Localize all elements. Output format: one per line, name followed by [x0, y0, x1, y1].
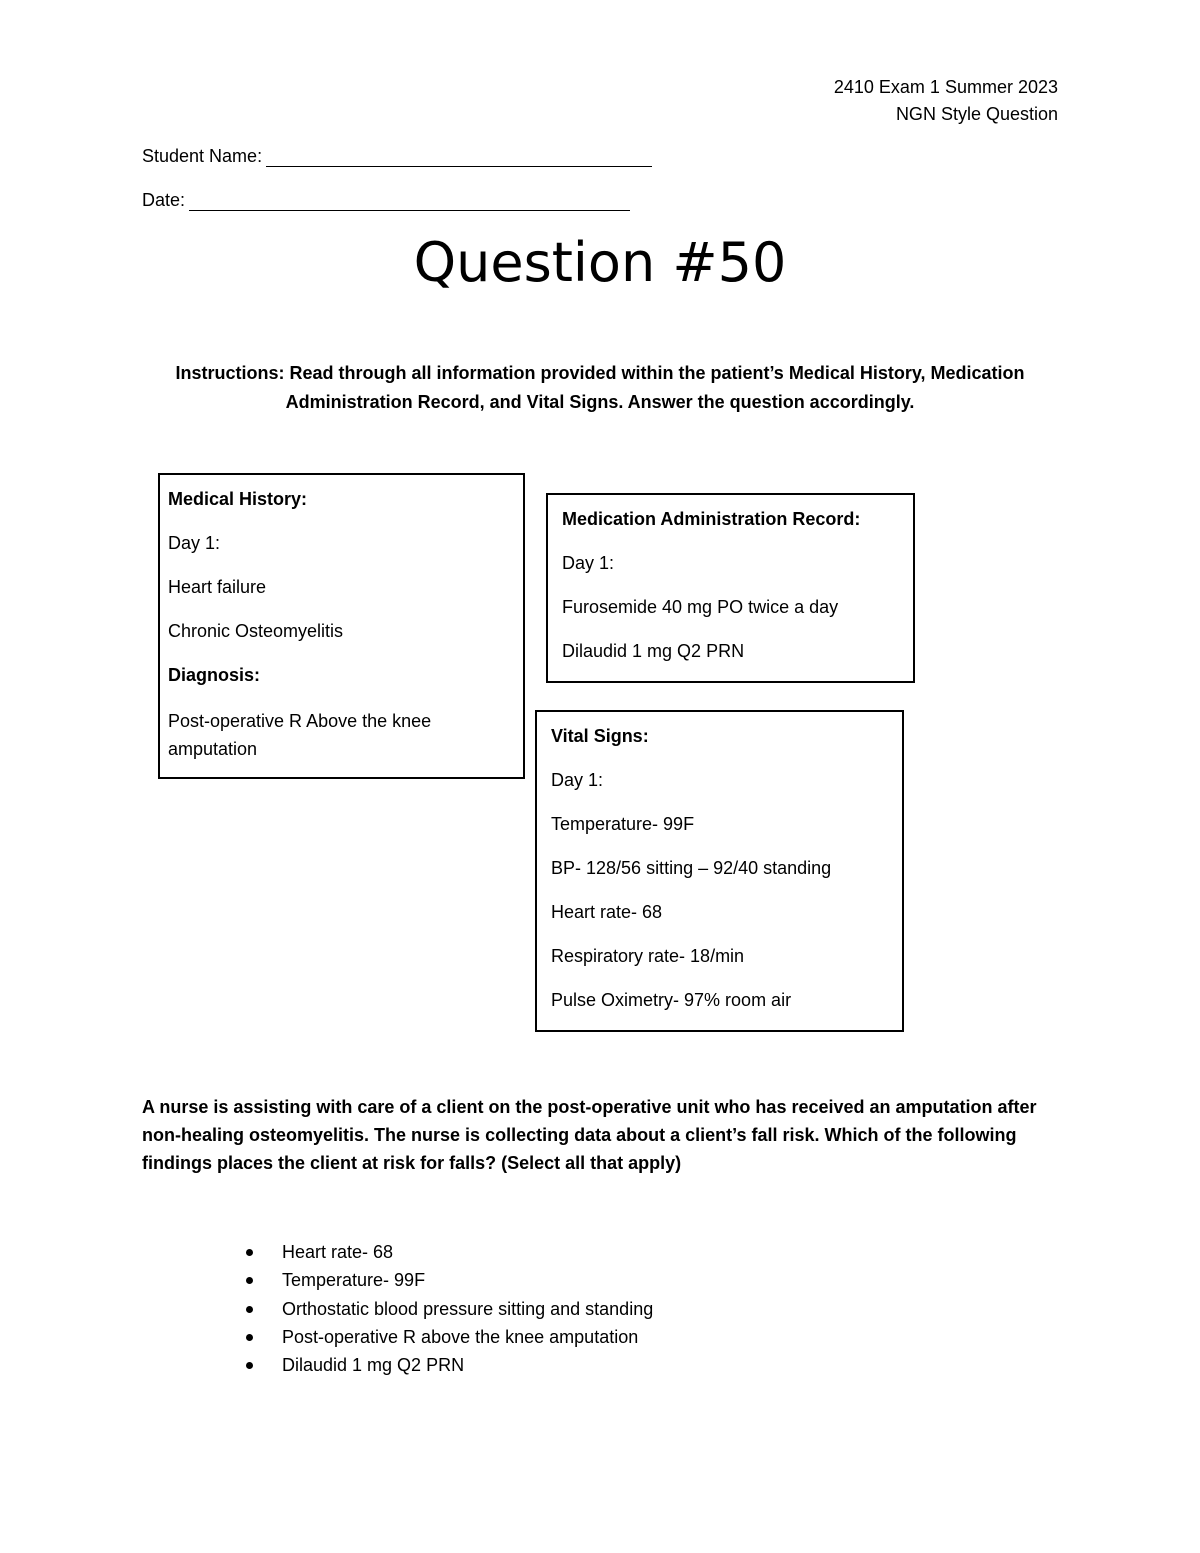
mar-heading: Medication Administration Record: [562, 509, 861, 529]
vitals-heading: Vital Signs: [551, 726, 649, 746]
bullet-icon [246, 1249, 253, 1256]
vitals-item: Heart rate- 68 [551, 902, 663, 922]
bullet-icon [246, 1277, 253, 1284]
answer-option[interactable] [240, 1295, 653, 1323]
style-line: NGN Style Question [895, 104, 1058, 124]
medical-history-item: Heart failure [168, 577, 267, 597]
vitals-item: BP- 128/56 sitting – 92/40 standing [551, 858, 832, 878]
answer-option[interactable] [240, 1351, 653, 1379]
mar-day: Day 1: [562, 553, 615, 573]
diagnosis-heading: Diagnosis: [168, 665, 261, 685]
answer-option-text: Orthostatic blood pressure sitting and standing [282, 1298, 654, 1319]
vital-signs-box [535, 710, 904, 1032]
vitals-item: Respiratory rate- 18/min [551, 946, 745, 966]
date-label: Date: [142, 190, 186, 210]
answer-option-text: Heart rate- 68 [282, 1242, 394, 1262]
question-stem: A nurse is assisting with care of a client on the post-operative unit who has received an amputation after non-healing osteomyelitis. The nurse is collecting data about a client’s fall risk. Which of the following findings places the client at risk for falls? (Select all that apply) [142, 1097, 1037, 1173]
course-line: 2410 Exam 1 Summer 2023 [833, 77, 1058, 97]
medical-history-box [158, 473, 525, 779]
student-name-blank[interactable] [266, 148, 652, 167]
vitals-day: Day 1: [551, 770, 604, 790]
date-row [142, 190, 630, 211]
answer-option-text: Dilaudid 1 mg Q2 PRN [282, 1355, 465, 1376]
bullet-icon [246, 1362, 253, 1369]
answer-options [240, 1238, 653, 1379]
answer-option-text: Temperature- 99F [282, 1270, 426, 1291]
student-name-row [142, 146, 652, 167]
answer-option[interactable] [240, 1323, 653, 1351]
bullet-icon [246, 1334, 253, 1341]
vitals-item: Pulse Oximetry- 97% room air [551, 990, 792, 1010]
vitals-item: Temperature- 99F [551, 814, 695, 834]
medical-history-item: Chronic Osteomyelitis [168, 621, 344, 641]
instructions: Instructions: Read through all information provided within the patient’s Medical History, Medication Administration Record, and Vital Signs. Answer the question accordingly. [175, 363, 1025, 412]
mar-item: Furosemide 40 mg PO twice a day [562, 597, 839, 617]
student-name-label: Student Name: [142, 146, 263, 166]
bullet-icon [246, 1306, 253, 1313]
mar-item: Dilaudid 1 mg Q2 PRN [562, 641, 745, 661]
answer-option[interactable] [240, 1266, 653, 1294]
date-blank[interactable] [189, 192, 630, 211]
question-title: Question #50 [413, 231, 787, 294]
answer-option-text: Post-operative R above the knee amputation [282, 1326, 639, 1347]
document-header [834, 74, 1058, 128]
medication-record-box [546, 493, 915, 683]
answer-option[interactable] [240, 1238, 653, 1266]
medical-history-day: Day 1: [168, 533, 221, 553]
diagnosis-text: Post-operative R Above the knee amputation [168, 711, 432, 759]
medical-history-heading: Medical History: [168, 489, 308, 509]
